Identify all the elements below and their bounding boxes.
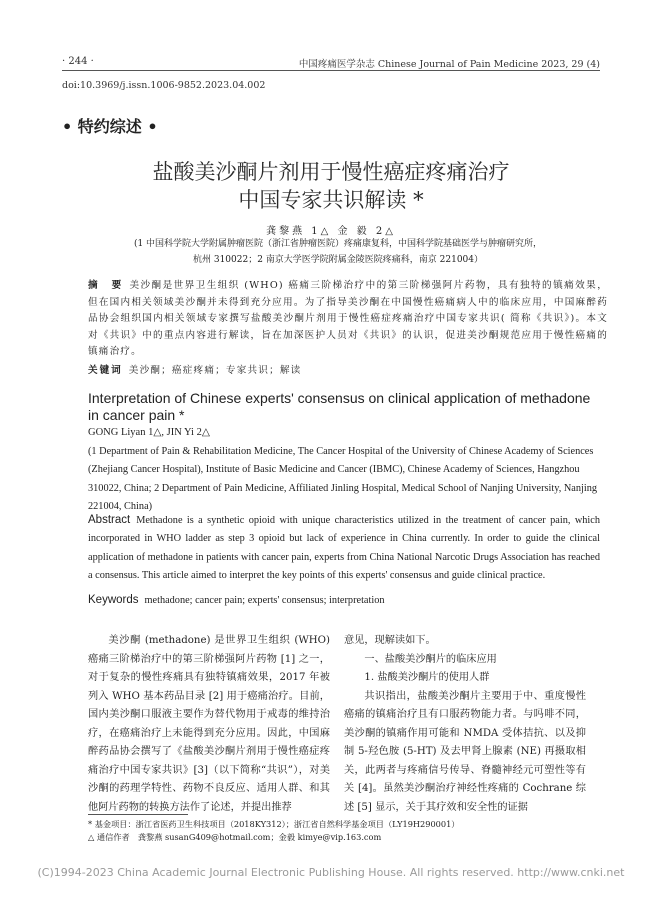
body-paragraph: 意见，现解读如下。: [344, 635, 436, 646]
affiliation-cn-line-1: (1 中国科学院大学附属肿瘤医院（浙江省肿瘤医院）疼痛康复科，中国科学院基础医学与肿瘤研究所，: [133, 239, 543, 249]
watermark: (C)1994-2023 China Academic Journal Electronic Publishing House. All rights reserved. http://www.cnki.net: [37, 866, 625, 879]
abstract-cn-label: 摘 要: [88, 280, 124, 291]
body-column-left: [88, 632, 330, 817]
page-number: · 244 ·: [62, 56, 94, 67]
abstract-cn-text: 美沙酮是世界卫生组织 (WHO) 癌痛三阶梯治疗中的第三阶梯强阿片药物，具有独特的镇痛效果，但在国内相关领域美沙酮并未得到充分应用。为了指导美沙酮在中国慢性癌痛病人中的临床应用，中国麻醉药品协会组织国内相关领域专家撰写盐酸美沙酮片剂用于慢性癌症疼痛治疗中国专家共识( 简称《共识》)。本文对《共识》中的重点内容进行解读，旨在加深医护人员对《共识》的认识，促进美沙酮规范应用于慢性癌痛的镇痛治疗。: [88, 280, 608, 357]
keywords-en-label: Keywords: [88, 594, 139, 606]
body-column-right: [344, 632, 586, 817]
keywords-cn-label: 关键词: [88, 365, 123, 376]
affiliation-cn: [88, 236, 588, 268]
abstract-en-text: Methadone is a synthetic opioid with unique characteristics utilized in the treatment of cancer pain, which incorporated in WHO ladder as step 3 opioid but lack of experience in China currently. In order to guide the clinical application of methadone in patients with cancer pain, experts from China National Narcotic Drugs Association has reached a consensus. This article aimed to interpret the key points of this experts' consensus and guide clinical practice.: [88, 515, 600, 582]
body-paragraph: 共识指出，盐酸美沙酮片主要用于中、重度慢性癌痛的镇痛治疗且有口服药物能力者。与吗啡不同，美沙酮的镇痛作用可能和 NMDA 受体拮抗、以及抑制 5-羟色胺 (5-HT) 及去甲肾上腺素 (NE) 再摄取相关，此两者与疼痛信号传导、脊髓神经元可塑性等有关 [4]。虽然美沙酮治疗神经性疼痛的 Cochrane 综述 [5] 显示，关于其疗效和安全性的证据: [344, 690, 586, 813]
header-rule: [62, 70, 600, 71]
keywords-cn: [88, 362, 301, 376]
footnote-rule: [88, 814, 188, 815]
keywords-cn-text: 美沙酮；癌症疼痛；专家共识；解读: [128, 365, 302, 376]
keywords-en-text: methadone; cancer pain; experts' consensus; interpretation: [144, 595, 385, 606]
abstract-en: [88, 511, 600, 586]
subsection-heading-1: 1. 盐酸美沙酮片的使用人群: [364, 672, 490, 683]
keywords-en: [88, 594, 385, 606]
authors-en: GONG Liyan 1△, JIN Yi 2△: [88, 427, 210, 438]
doi[interactable]: doi:10.3969/j.issn.1006-9852.2023.04.002: [62, 80, 266, 91]
section-heading-1: 一、盐酸美沙酮片的临床应用: [364, 653, 497, 665]
journal-header: 中国疼痛医学杂志 Chinese Journal of Pain Medicine 2023, 29 (4): [298, 59, 600, 70]
body-paragraph: 美沙酮 (methadone) 是世界卫生组织 (WHO) 癌痛三阶梯治疗中的第三阶梯强阿片药物 [1] 之一，对于复杂的慢性疼痛具有独特镇痛效果，2017 年被列入 WHO 基本药品目录 [2] 用于癌痛治疗。目前，国内美沙酮口服液主要作为替代物用于戒毒的维持治疗，在癌痛治疗上未能得到充分应用。因此，中国麻醉药品协会撰写了《盐酸美沙酮片剂用于慢性癌症疼痛治疗中国专家共识》[3]（以下简称“共识”），对美沙酮的药理学特性、药物不良反应、适用人群、和其他阿片药物的转换方法作了论述，并提出推荐: [88, 635, 330, 813]
title-line-1: 盐酸美沙酮片剂用于慢性癌症疼痛治疗: [152, 160, 510, 184]
section-heading: • 特约综述 •: [62, 117, 158, 136]
title-line-2: 中国专家共识解读 *: [238, 188, 424, 212]
affiliation-en: (1 Department of Pain & Rehabilitation Medicine, The Cancer Hospital of the University of Chinese Academy of Sciences (Zhejiang Cancer Hospital), Institute of Basic Medicine and Cancer (IBMC), Chinese Academy of Sciences, Hangzhou 310022, China; 2 Department of Pain Medicine, Affiliated Jinling Hospital, Medical School of Nanjing University, Nanjing 221004, China): [88, 446, 598, 513]
affiliation-cn-line-2: 杭州 310022；2 南京大学医学院附属金陵医院疼痛科，南京 221004）: [192, 255, 484, 265]
abstract-en-label: Abstract: [88, 514, 131, 526]
authors-cn: 龚黎燕 1△ 金 毅 2△: [266, 226, 396, 237]
title-en: Interpretation of Chinese experts' consensus on clinical application of methadone in cancer pain *: [88, 390, 591, 423]
footnote-fund: * 基金项目：浙江省医药卫生科技项目（2018KY312）；浙江省自然科学基金项目（LY19H290001）: [88, 819, 460, 829]
footnote-corresponding-author: △ 通信作者 龚黎燕 susanG409@hotmail.com；金毅 kimye@vip.163.com: [88, 832, 382, 842]
abstract-cn: [88, 278, 608, 361]
